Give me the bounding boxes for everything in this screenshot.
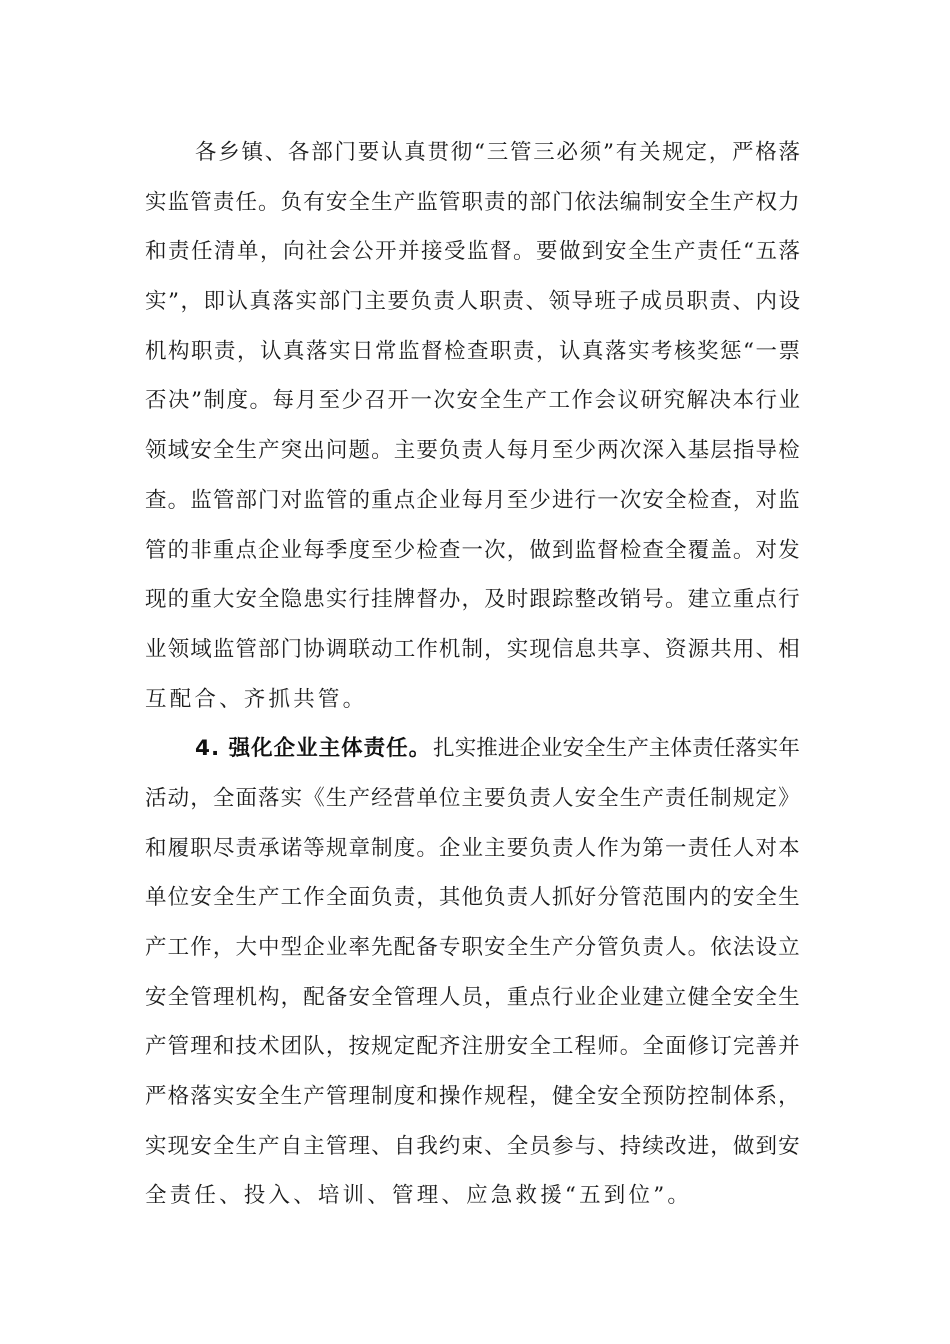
line-text: 各 乡 镇 、 各 部 门 要 认 真 贯 彻 “ 三 管 三 必 须 ” 有 关 规 定 ， 严 格 落 [195,140,800,165]
text-line [145,128,800,178]
text-line [145,575,800,625]
line-text: 实 监 管 责 任 。 负 有 安 全 生 产 监 管 职 责 的 部 门 依 法 编 制 安 全 生 产 权 力 [145,189,800,215]
text-line [145,277,800,327]
paragraph-supervision-responsibility [145,128,800,724]
line-text: 和 履 职 尽 责 承 诺 等 规 章 制 度 。 企 业 主 要 负 责 人 作 为 第 一 责 任 人 对 本 [145,835,800,861]
line-text: 和 责 任 清 单 ， 向 社 会 公 开 并 接 受 监 督 。 要 做 到 安 全 生 产 责 任 “ 五 落 [145,239,800,265]
line-text: 产 工 作 ， 大 中 型 企 业 率 先 配 备 专 职 安 全 生 产 分 管 负 责 人 。 依 法 设 立 [145,935,800,960]
text-line [145,1072,800,1122]
line-text: 全责任、投入、培训、管理、应急救援“五到位”。 [145,1183,693,1209]
line-text: 产 管 理 和 技 术 团 队 ， 按 规 定 配 齐 注 册 安 全 工 程 师 。 全 面 修 订 完 善 并 [145,1034,800,1060]
text-line [145,774,800,824]
line-text: 现 的 重 大 安 全 隐 患 实 行 挂 牌 督 办 ， 及 时 跟 踪 整 改 销 号 。 建 立 重 点 行 [145,587,800,613]
paragraph-enterprise-responsibility [145,724,800,1221]
text-line [145,675,800,725]
line-text: 单 位 安 全 生 产 工 作 全 面 负 责 ， 其 他 负 责 人 抓 好 分 管 范 围 内 的 安 全 生 [145,885,800,911]
line-text: 实 ” ， 即 认 真 落 实 部 门 主 要 负 责 人 职 责 、 领 导 班 子 成 员 职 责 、 内 设 [145,289,800,315]
line-text: 管 的 非 重 点 企 业 每 季 度 至 少 检 查 一 次 ， 做 到 监 督 检 查 全 覆 盖 。 对 发 [145,537,800,563]
line-text: 活 动 ， 全 面 落 实 《 生 产 经 营 单 位 主 要 负 责 人 安 全 生 产 责 任 制 规 定 》 [145,785,800,811]
section-heading: 4. 强化企业主体责任。 [195,736,432,762]
text-line [145,376,800,426]
line-text: 业 领 域 监 管 部 门 协 调 联 动 工 作 机 制 ， 实 现 信 息 共 享 、 资 源 共 用 、 相 [145,636,800,662]
text-line [145,973,800,1023]
text-line [145,923,800,973]
line-text: 机 构 职 责 ， 认 真 落 实 日 常 监 督 检 查 职 责 ， 认 真 落 实 考 核 奖 惩 “ 一 票 [145,338,800,364]
text-line [145,1022,800,1072]
text-line [145,1171,800,1221]
line-text: 领 域 安 全 生 产 突 出 问 题 。 主 要 负 责 人 每 月 至 少 两 次 深 入 基 层 指 导 检 [145,438,800,464]
line-text: 互配合、齐抓共管。 [145,686,368,712]
text-line [145,476,800,526]
text-line [145,625,800,675]
text-line [145,227,800,277]
text-line [145,178,800,228]
text-line [145,327,800,377]
text-line [145,526,800,576]
text-line [145,1122,800,1172]
line-text: 安 全 管 理 机 构 ， 配 备 安 全 管 理 人 员 ， 重 点 行 业 企 业 建 立 健 全 安 全 生 [145,984,800,1010]
text-line [145,873,800,923]
text-line [145,724,800,774]
text-line [145,426,800,476]
line-text: 实 现 安 全 生 产 自 主 管 理 、 自 我 约 束 、 全 员 参 与 、 持 续 改 进 ， 做 到 安 [145,1133,800,1159]
document-body [145,128,800,1221]
line-text: 扎 实 推 进 企 业 安 全 生 产 主 体 责 任 落 实 年 [433,736,800,762]
line-text: 严 格 落 实 安 全 生 产 管 理 制 度 和 操 作 规 程 ， 健 全 安 全 预 防 控 制 体 系 ， [145,1084,800,1110]
line-text: 否 决 ” 制 度 。 每 月 至 少 召 开 一 次 安 全 生 产 工 作 会 议 研 究 解 决 本 行 业 [145,388,800,414]
line-text: 查 。 监 管 部 门 对 监 管 的 重 点 企 业 每 月 至 少 进 行 一 次 安 全 检 查 ， 对 监 [145,487,800,513]
text-line [145,824,800,874]
